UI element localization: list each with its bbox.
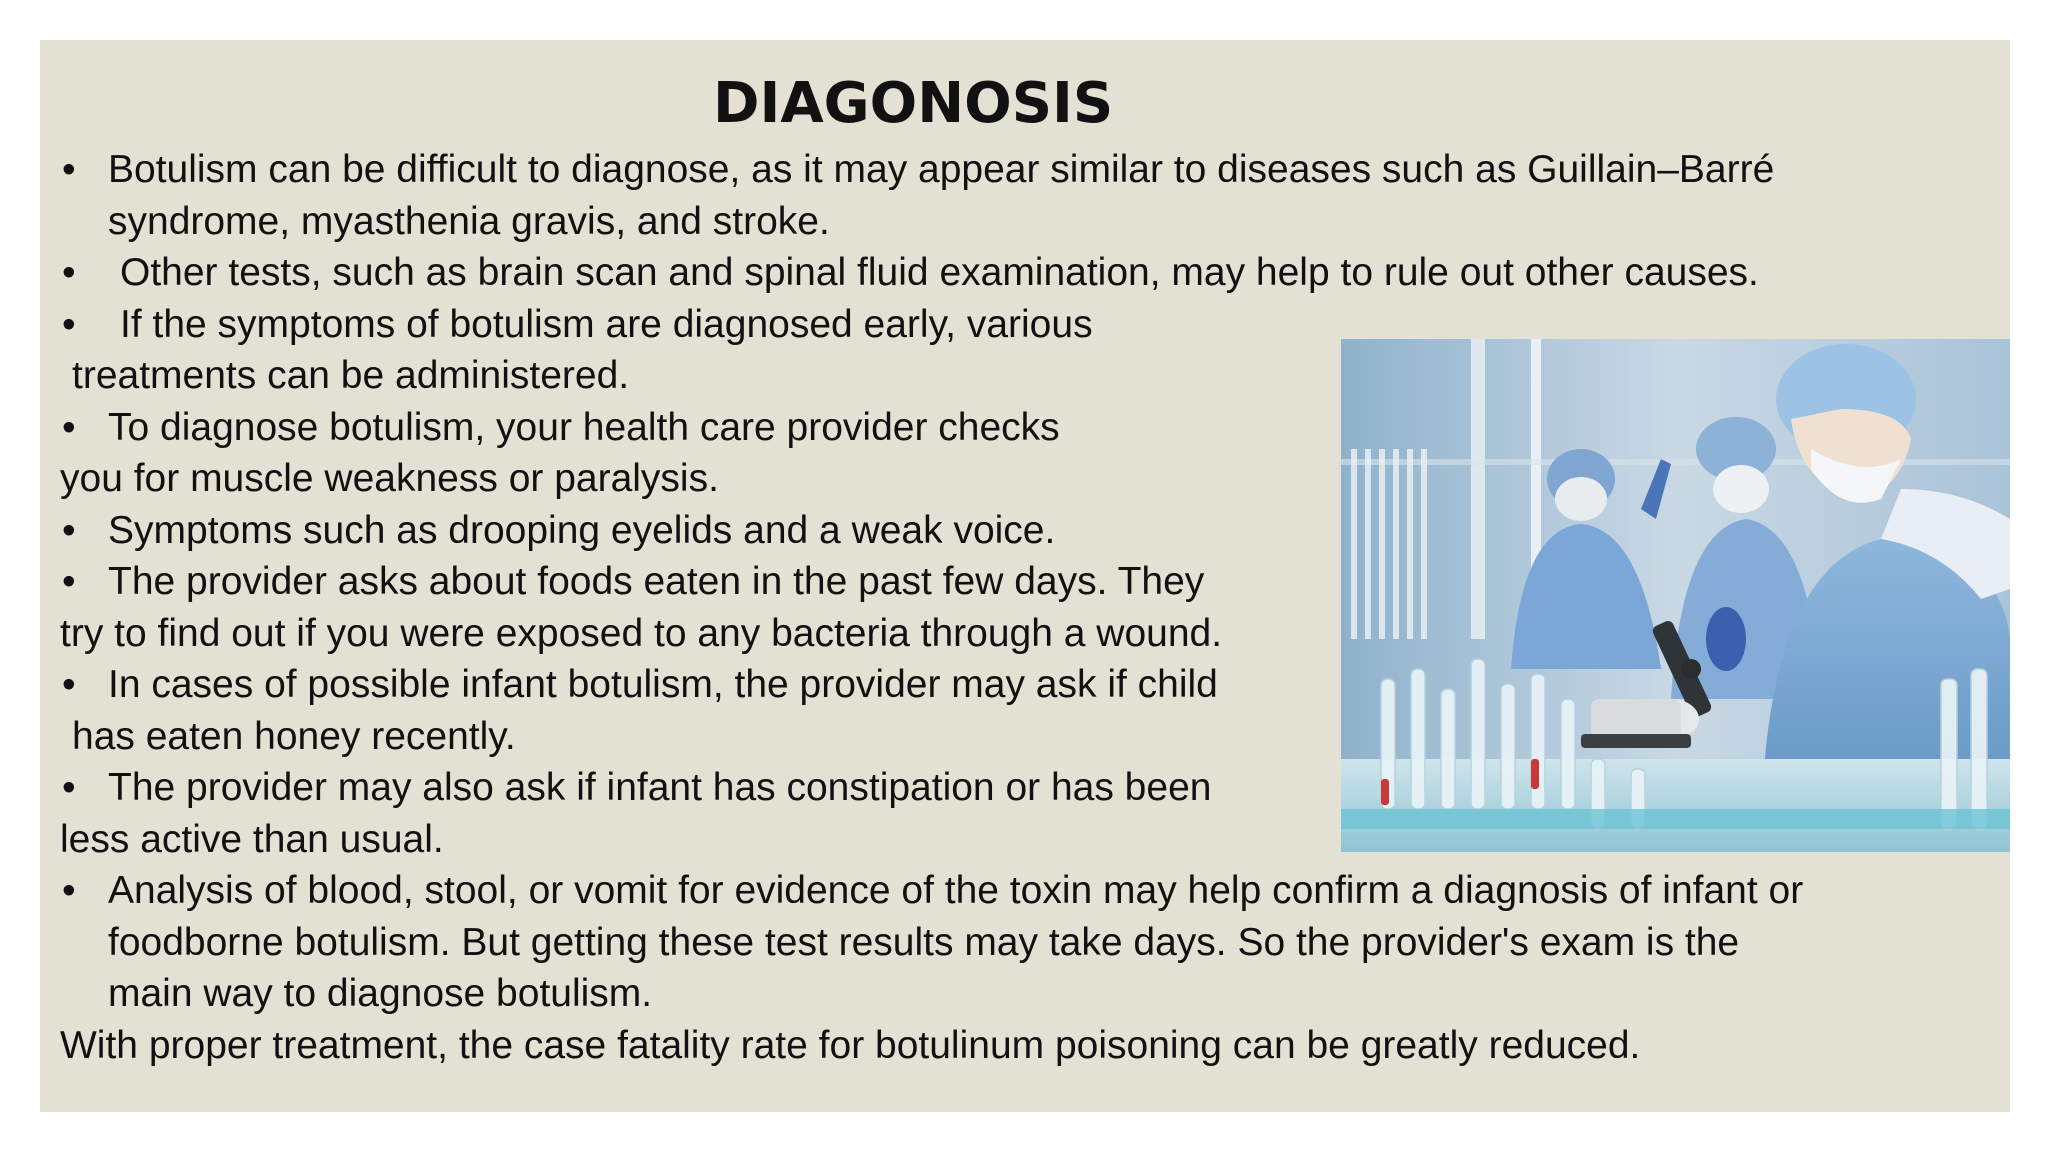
line-text: Symptoms such as drooping eyelids and a weak voice. <box>108 508 1056 552</box>
line-text: try to find out if you were exposed to any bacteria through a wound. <box>60 611 1223 655</box>
bullet: • <box>62 766 76 809</box>
line-text: foodborne botulism. But getting these test results may take days. So the provider's exam is the <box>108 920 1740 964</box>
line-text: If the symptoms of botulism are diagnosed early, various <box>120 302 1093 346</box>
line-text: The provider asks about foods eaten in the past few days. They <box>108 560 1205 603</box>
line-text: Botulism can be difficult to diagnose, as it may appear similar to diseases such as Guillain–Barré <box>108 148 1775 191</box>
bullet: • <box>62 251 76 294</box>
bullet: • <box>62 560 76 603</box>
line-text: less active than usual. <box>60 817 444 861</box>
bullet: • <box>62 302 76 346</box>
line-text: Analysis of blood, stool, or vomit for evidence of the toxin may help confirm a diagnosis of infant or <box>108 869 1804 912</box>
line-text: you for muscle weakness or paralysis. <box>60 457 719 500</box>
line-text: Other tests, such as brain scan and spinal fluid examination, may help to rule out other causes. <box>120 251 1759 294</box>
bullet: • <box>62 405 76 449</box>
slide <box>40 40 2010 1112</box>
bullet: • <box>62 148 76 191</box>
line-text: The provider may also ask if infant has constipation or has been <box>108 766 1212 809</box>
line-text: With proper treatment, the case fatality rate for botulinum poisoning can be greatly reduced. <box>60 1023 1641 1067</box>
line-text: main way to diagnose botulism. <box>108 972 653 1015</box>
bullet: • <box>62 663 76 706</box>
slide-title: DIAGONOSIS <box>713 71 1114 136</box>
line-text: To diagnose botulism, your health care provider checks <box>108 405 1060 449</box>
line-text: In cases of possible infant botulism, the provider may ask if child <box>108 663 1218 706</box>
line-text: treatments can be administered. <box>72 354 630 397</box>
bullet: • <box>62 869 76 912</box>
line-text: has eaten honey recently. <box>72 714 516 758</box>
lab-scientists-microscope-photo <box>1341 339 2010 852</box>
line-text: syndrome, myasthenia gravis, and stroke. <box>108 199 830 243</box>
bullet: • <box>62 508 76 552</box>
